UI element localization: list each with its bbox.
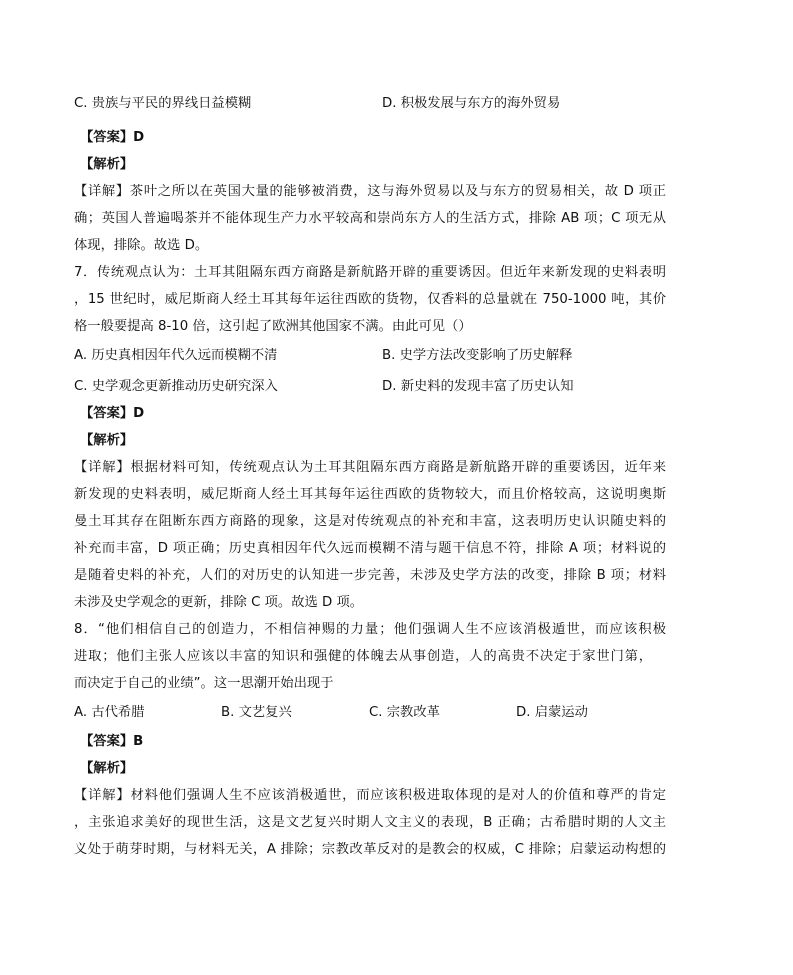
q7-detail-line-2: 新发现的史料表明，威尼斯商人经土耳其每年运往西欧的货物较大，而且价格较高，这说明奥斯	[74, 487, 666, 502]
q8-option-c: C. 宗教改革	[369, 705, 440, 720]
q6-analysis-heading: 【解析】	[80, 157, 134, 172]
q8-detail-line-3: 义处于萌芽时期，与材料无关，A 排除；宗教改革反对的是教会的权威，C 排除；启蒙运动构想的	[74, 842, 666, 857]
q6-answer: 【答案】D	[80, 130, 145, 145]
q7-stem-line-3: 格一般要提高 8-10 倍，这引起了欧洲其他国家不满。由此可见（）	[74, 319, 472, 334]
q7-option-a: A. 历史真相因年代久远而模糊不清	[74, 348, 278, 363]
q6-detail-line-1: 【详解】茶叶之所以在英国大量的能够被消费，这与海外贸易以及与东方的贸易相关，故 D 项正	[74, 184, 666, 199]
q8-stem-line-1: 8．“他们相信自己的创造力，不相信神赐的力量；他们强调人生不应该消极遁世，而应该积极	[74, 622, 666, 637]
q7-detail-line-3: 曼土耳其存在阻断东西方商路的现象，这是对传统观点的补充和丰富，这表明历史认识随史料的	[74, 514, 666, 529]
q8-option-a: A. 古代希腊	[74, 705, 145, 720]
q8-stem-line-3: 而决定于自己的业绩”。这一思潮开始出现于	[74, 676, 334, 691]
q8-answer: 【答案】B	[80, 734, 144, 749]
q7-analysis-heading: 【解析】	[80, 433, 134, 448]
q7-detail-line-1: 【详解】根据材料可知，传统观点认为土耳其阻隔东西方商路是新航路开辟的重要诱因，近年来	[74, 460, 666, 475]
q7-option-c: C. 史学观念更新推动历史研究深入	[74, 379, 278, 394]
q6-detail-line-2: 确；英国人普遍喝茶并不能体现生产力水平较高和崇尚东方人的生活方式，排除 AB 项；C 项无从	[74, 211, 666, 226]
q7-option-d: D. 新史料的发现丰富了历史认知	[382, 379, 574, 394]
q7-stem-line-2: ，15 世纪时，威尼斯商人经土耳其每年运往西欧的货物，仅香料的总量就在 750-1000 吨，其价	[74, 292, 666, 307]
q7-detail-line-4: 补充而丰富，D 项正确；历史真相因年代久远而模糊不清与题干信息不符，排除 A 项；材料说的	[74, 541, 666, 556]
q7-option-b: B. 史学方法改变影响了历史解释	[382, 348, 573, 363]
q8-option-d: D. 启蒙运动	[516, 705, 588, 720]
q8-option-b: B. 文艺复兴	[221, 705, 292, 720]
q6-option-c: C. 贵族与平民的界线日益模糊	[74, 96, 252, 111]
q7-detail-line-5: 是随着史料的补充，人们的对历史的认知进一步完善，未涉及史学方法的改变，排除 B 项；材料	[74, 568, 666, 583]
q8-analysis-heading: 【解析】	[80, 761, 134, 776]
q8-detail-line-2: ，主张追求美好的现世生活，这是文艺复兴时期人文主义的表现，B 正确；古希腊时期的人文主	[74, 815, 666, 830]
q8-stem-line-2: 进取；他们主张人应该以丰富的知识和强健的体魄去从事创造，人的高贵不决定于家世门第，	[74, 649, 652, 664]
q8-detail-line-1: 【详解】材料他们强调人生不应该消极遁世，而应该积极进取体现的是对人的价值和尊严的肯定	[74, 788, 666, 803]
q7-stem-line-1: 7．传统观点认为：土耳其阻隔东西方商路是新航路开辟的重要诱因。但近年来新发现的史料表明	[74, 265, 666, 280]
q7-answer: 【答案】D	[80, 406, 145, 421]
q6-detail-line-3: 体现，排除。故选 D。	[74, 238, 209, 253]
q6-option-d: D. 积极发展与东方的海外贸易	[382, 96, 561, 111]
q7-detail-line-6: 未涉及史学观念的更新，排除 C 项。故选 D 项。	[74, 595, 364, 610]
